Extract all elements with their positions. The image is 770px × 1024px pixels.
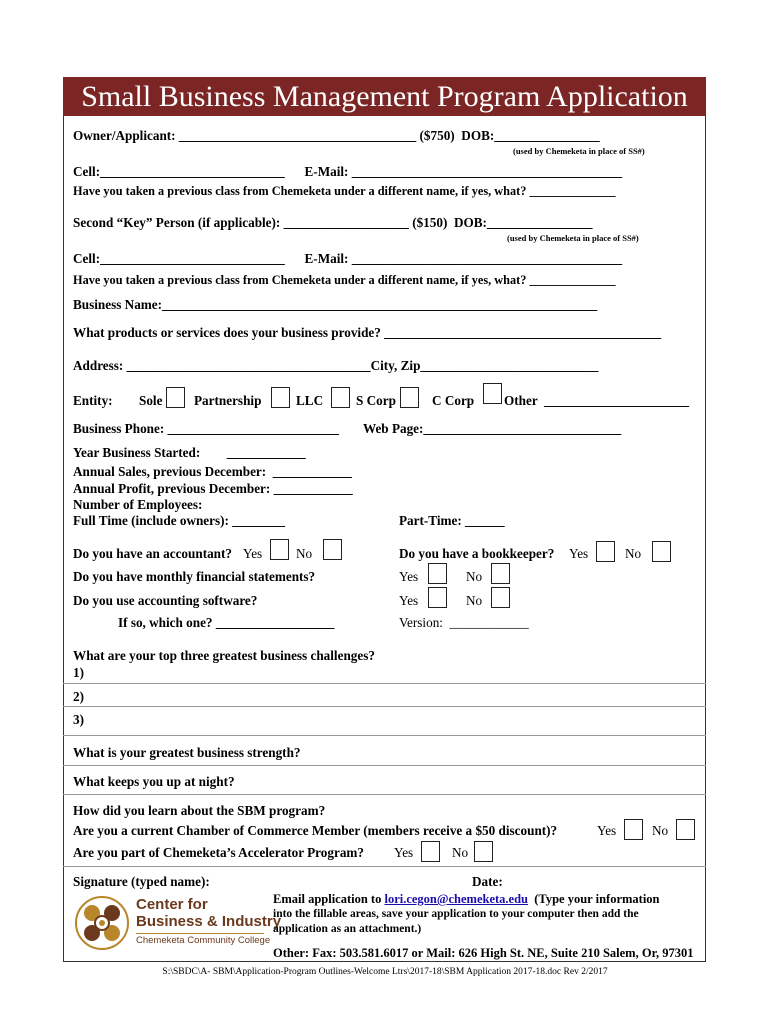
other-contact-info: Other: Fax: 503.581.6017 or Mail: 626 High St. NE, Suite 210 Salem, Or, 97301 <box>273 946 694 960</box>
logo-line-2: Business & Industry <box>136 913 282 930</box>
bookkeeper-question: Do you have a bookkeeper? <box>399 546 555 561</box>
entity-sole-label: Sole <box>139 393 163 408</box>
entity-ccorp-checkbox[interactable] <box>483 383 502 404</box>
annual-sales-field[interactable]: Annual Sales, previous December: ____________ <box>73 464 352 479</box>
strength-question[interactable]: What is your greatest business strength? <box>73 745 301 760</box>
chamber-no-label: No <box>652 823 669 838</box>
bookkeeper-no-checkbox[interactable] <box>652 541 671 562</box>
entity-sole-checkbox[interactable] <box>166 387 185 408</box>
software-which-field[interactable]: If so, which one? __________________ <box>118 615 335 630</box>
owner-previous-class-field[interactable]: Have you taken a previous class from Chemeketa under a different name, if yes, what? ______________ <box>73 184 616 198</box>
monthly-yes-label: Yes <box>399 569 419 584</box>
email-suffix: (Type your information <box>528 892 660 906</box>
software-no-checkbox[interactable] <box>491 587 510 608</box>
second-cell-email-field[interactable]: Cell:____________________________ E-Mail: _________________________________________ <box>73 251 623 266</box>
email-link[interactable]: lori.cegon@chemeketa.edu <box>384 892 529 906</box>
email-instructions-line-3: application as an attachment.) <box>273 923 422 935</box>
software-version-field[interactable]: Version: ____________ <box>399 615 529 630</box>
accountant-question: Do you have an accountant? <box>73 546 232 561</box>
accountant-no-checkbox[interactable] <box>323 539 342 560</box>
email-prefix: Email application to <box>273 892 385 906</box>
software-yes-checkbox[interactable] <box>428 587 447 608</box>
chamber-yes-label: Yes <box>597 823 617 838</box>
bookkeeper-yes-checkbox[interactable] <box>596 541 615 562</box>
accelerator-no-checkbox[interactable] <box>474 841 493 862</box>
entity-llc-checkbox[interactable] <box>331 387 350 408</box>
monthly-no-label: No <box>466 569 483 584</box>
monthly-statements-question: Do you have monthly financial statements? <box>73 569 316 584</box>
bookkeeper-no-label: No <box>625 546 642 561</box>
dob-note-2: (used by Chemeketa in place of SS#) <box>507 233 639 243</box>
email-instructions-line-2: into the fillable areas, save your application to your computer then add the <box>273 908 639 920</box>
accountant-no-label: No <box>296 546 313 561</box>
entity-label: Entity: <box>73 393 113 408</box>
entity-scorp-label: S Corp <box>356 393 396 408</box>
divider <box>63 735 706 736</box>
business-name-field[interactable]: Business Name:__________________________________________________________________ <box>73 297 598 312</box>
entity-other-label: Other <box>504 393 538 408</box>
divider <box>63 794 706 795</box>
logo-rule <box>136 933 264 934</box>
part-time-field[interactable]: Part-Time: ______ <box>399 513 505 528</box>
business-phone-field[interactable]: Business Phone: __________________________ <box>73 421 339 436</box>
challenges-question: What are your top three greatest business challenges? <box>73 648 375 663</box>
accelerator-yes-checkbox[interactable] <box>421 841 440 862</box>
entity-partnership-checkbox[interactable] <box>271 387 290 408</box>
divider <box>63 765 706 766</box>
file-path-footer: S:\SBDC\A- SBM\Application-Program Outlines-Welcome Ltrs\2017-18\SBM Application 2017-18.doc Rev 2/2017 <box>162 967 608 977</box>
annual-profit-field[interactable]: Annual Profit, previous December: ____________ <box>73 481 353 496</box>
software-yes-label: Yes <box>399 593 419 608</box>
entity-llc-label: LLC <box>296 393 324 408</box>
form-title: Small Business Management Program Application <box>63 77 706 116</box>
second-previous-class-field[interactable]: Have you taken a previous class from Chemeketa under a different name, if yes, what? ______________ <box>73 273 616 287</box>
monthly-no-checkbox[interactable] <box>491 563 510 584</box>
owner-applicant-field[interactable]: Owner/Applicant: ____________________________________ ($750) DOB:________________ <box>73 128 600 143</box>
email-instructions <box>273 892 660 907</box>
logo-line-3: Chemeketa Community College <box>136 935 271 946</box>
challenge-1-label[interactable]: 1) <box>73 665 84 680</box>
challenge-2-label[interactable]: 2) <box>73 689 84 704</box>
software-no-label: No <box>466 593 483 608</box>
date-field[interactable]: Date: <box>472 874 503 889</box>
chamber-question: Are you a current Chamber of Commerce Member (members receive a $50 discount)? <box>73 823 558 838</box>
night-question[interactable]: What keeps you up at night? <box>73 774 235 789</box>
web-page-field[interactable]: Web Page:______________________________ <box>363 421 622 436</box>
accountant-yes-label: Yes <box>243 546 263 561</box>
products-field[interactable]: What products or services does your business provide? __________________________________________ <box>73 325 662 340</box>
challenge-3-label[interactable]: 3) <box>73 712 84 727</box>
divider <box>63 866 706 867</box>
center-for-business-logo <box>74 895 282 951</box>
accountant-yes-checkbox[interactable] <box>270 539 289 560</box>
divider <box>63 683 706 684</box>
entity-ccorp-label: C Corp <box>432 393 475 408</box>
entity-scorp-checkbox[interactable] <box>400 387 419 408</box>
chamber-no-checkbox[interactable] <box>676 819 695 840</box>
signature-field[interactable]: Signature (typed name): <box>73 874 210 889</box>
owner-cell-email-field[interactable]: Cell:____________________________ E-Mail: _________________________________________ <box>73 164 623 179</box>
employees-label: Number of Employees: <box>73 497 203 512</box>
accelerator-yes-label: Yes <box>394 845 414 860</box>
learn-question[interactable]: How did you learn about the SBM program? <box>73 803 326 818</box>
entity-other-field[interactable]: ______________________ <box>544 393 690 408</box>
entity-partnership-label: Partnership <box>194 393 262 408</box>
year-started-field[interactable]: Year Business Started: ____________ <box>73 445 306 460</box>
software-question: Do you use accounting software? <box>73 593 258 608</box>
second-person-field[interactable]: Second “Key” Person (if applicable): ___________________ ($150) DOB:________________ <box>73 215 593 230</box>
logo-line-1: Center for <box>136 896 208 913</box>
monthly-yes-checkbox[interactable] <box>428 563 447 584</box>
accelerator-question: Are you part of Chemeketa’s Accelerator Program? <box>73 845 365 860</box>
logo-emblem-icon <box>74 895 130 951</box>
chamber-yes-checkbox[interactable] <box>624 819 643 840</box>
dob-note: (used by Chemeketa in place of SS#) <box>513 146 645 156</box>
bookkeeper-yes-label: Yes <box>569 546 589 561</box>
accelerator-no-label: No <box>452 845 469 860</box>
address-field[interactable]: Address: _____________________________________City, Zip___________________________ <box>73 358 599 373</box>
full-time-field[interactable]: Full Time (include owners): ________ <box>73 513 285 528</box>
divider <box>63 706 706 707</box>
